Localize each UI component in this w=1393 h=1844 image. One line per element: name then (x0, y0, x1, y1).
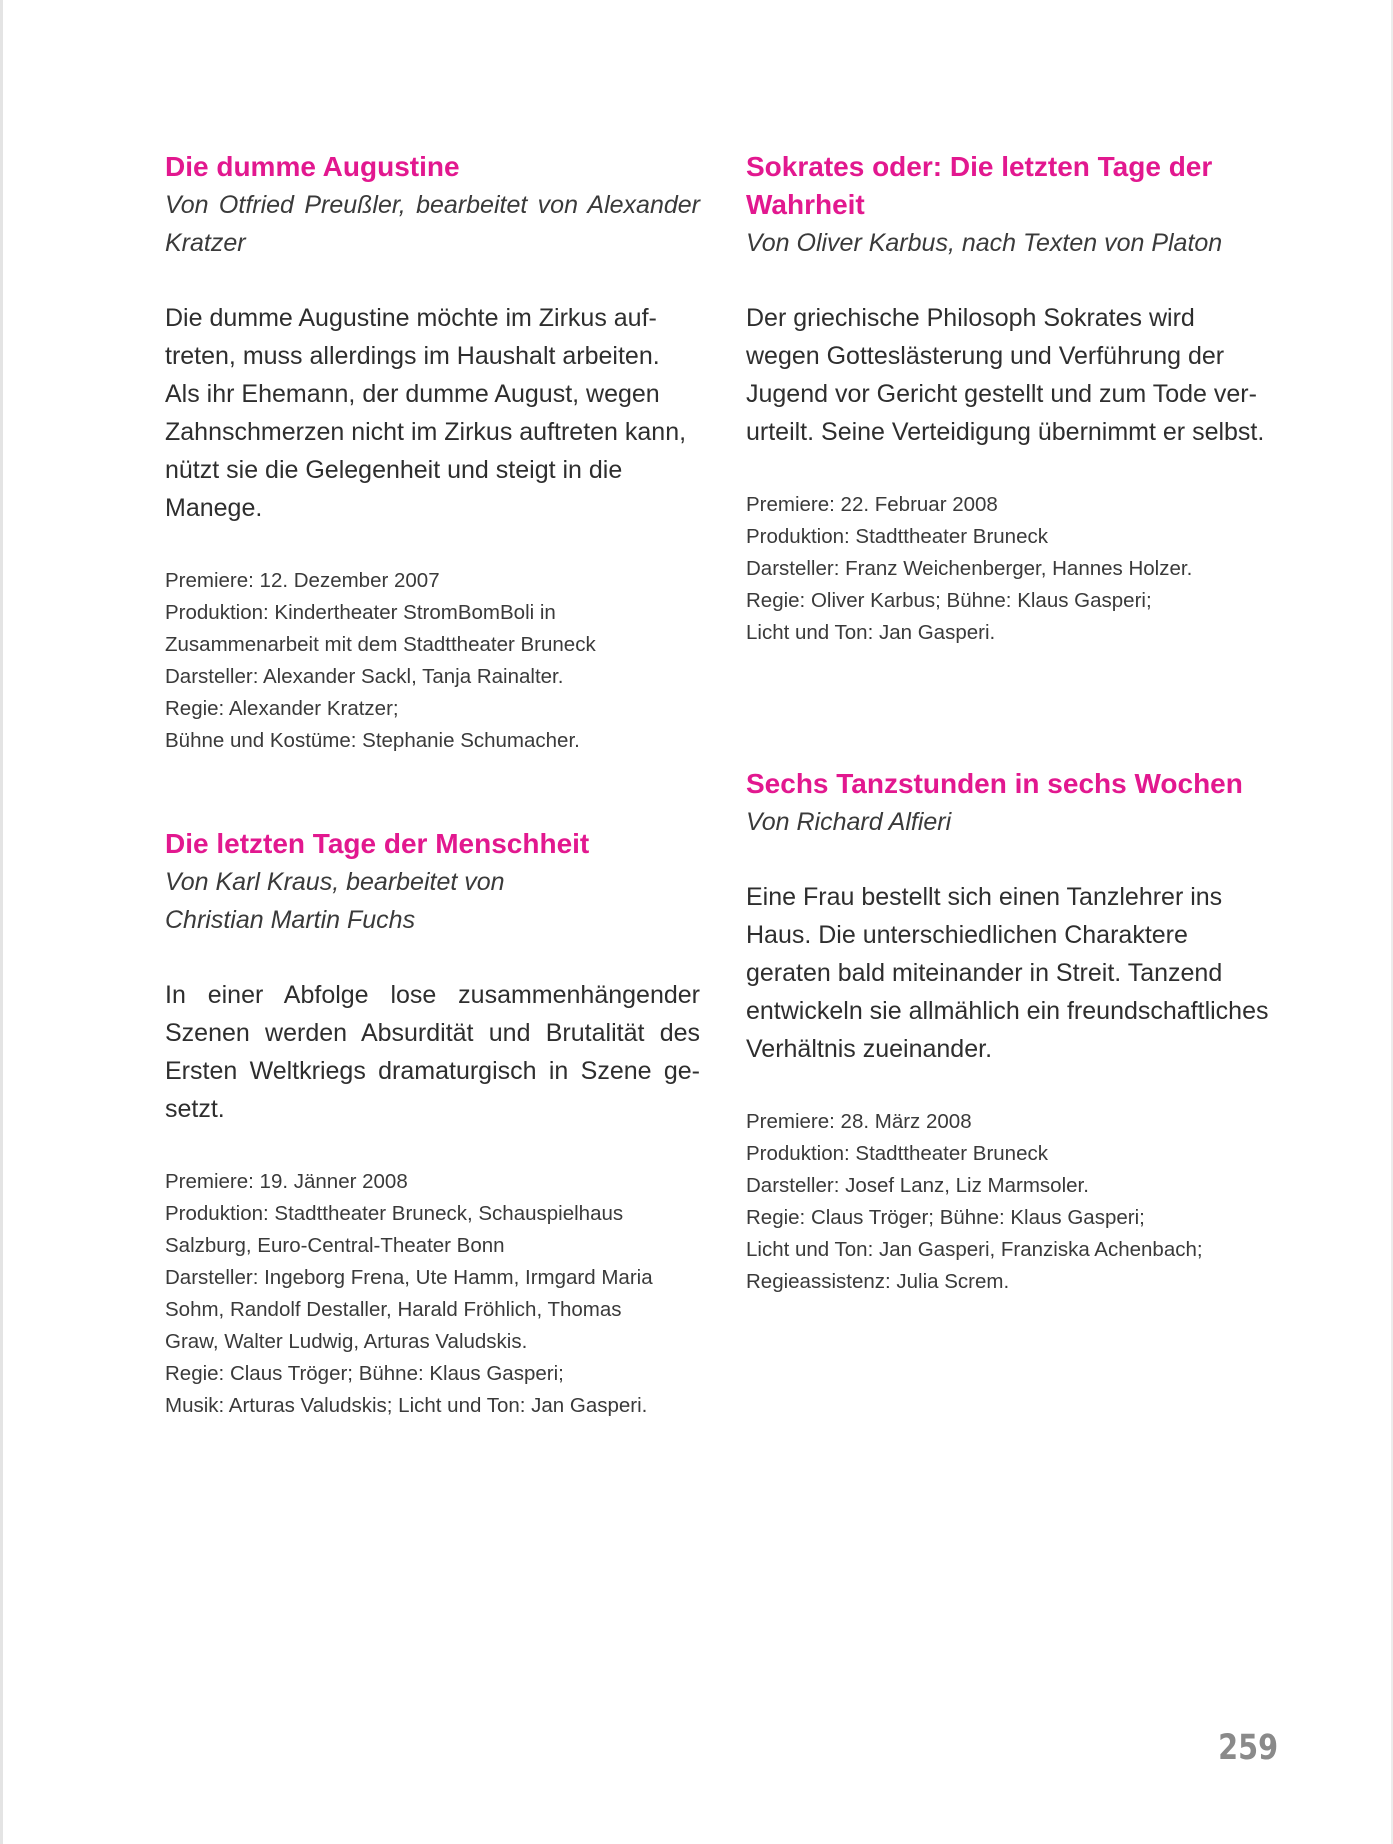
credit-cast: Darsteller: Josef Lanz, Liz Marmsoler. (746, 1174, 1089, 1197)
description-line: Zahnschmerzen nicht im Zirkus auftreten kann, (165, 418, 687, 446)
description-line: wegen Gotteslästerung und Verführung der (746, 342, 1225, 370)
credit-production: Produktion: Kindertheater StromBomBoli in (165, 601, 556, 624)
description-line: Eine Frau bestellt sich einen Tanzlehrer ins (746, 883, 1223, 911)
credit-production: Produktion: Stadttheater Bruneck (746, 1142, 1048, 1165)
right-column (746, 148, 1281, 1298)
description-line: Ersten Weltkriegs dramaturgisch in Szene ge- (165, 1057, 700, 1085)
entry-credits (165, 565, 700, 757)
description-line: Jugend vor Gericht gestellt und zum Tode ver- (746, 380, 1257, 408)
entry-title (746, 148, 1281, 224)
description-line: geraten bald miteinander in Streit. Tanzend (746, 959, 1223, 987)
credit-cast: Darsteller: Alexander Sackl, Tanja Rainalter. (165, 665, 564, 688)
credit-assistant: Regieassistenz: Julia Screm. (746, 1270, 1010, 1293)
credit-music-sound: Musik: Arturas Valudskis; Licht und Ton: Jan Gasperi. (165, 1394, 648, 1417)
entry-credits (746, 1106, 1281, 1298)
entry-author (746, 224, 1281, 262)
entry-credits (746, 489, 1281, 649)
credit-premiere: Premiere: 22. Februar 2008 (746, 493, 998, 516)
credit-sound: Licht und Ton: Jan Gasperi. (746, 621, 996, 644)
author-line: Von Otfried Preußler, bearbeitet von Alexander (165, 191, 700, 219)
description-line: treten, muss allerdings im Haushalt arbeiten. (165, 342, 660, 370)
credit-production: Produktion: Stadttheater Bruneck (746, 525, 1048, 548)
credit-cast-cont: Sohm, Randolf Destaller, Harald Fröhlich, Thomas (165, 1298, 622, 1321)
description-line: nützt sie die Gelegenheit und steigt in die (165, 456, 623, 484)
entry-die-letzten-tage-der-menschheit (165, 825, 700, 1422)
credit-premiere: Premiere: 12. Dezember 2007 (165, 569, 440, 592)
credit-cast-cont: Graw, Walter Ludwig, Arturas Valudskis. (165, 1330, 528, 1353)
entry-sechs-tanzstunden (746, 765, 1281, 1298)
credit-direction: Regie: Claus Tröger; Bühne: Klaus Gasperi; (165, 1362, 564, 1385)
credit-direction: Regie: Alexander Kratzer; (165, 697, 399, 720)
credit-production-cont: Zusammenarbeit mit dem Stadttheater Bruneck (165, 633, 596, 656)
title-line: Sechs Tanzstunden in sechs Wochen (746, 768, 1243, 799)
entry-description (746, 878, 1281, 1068)
description-line: In einer Abfolge lose zusammenhängender (165, 981, 700, 1009)
author-line: Von Karl Kraus, bearbeitet von (165, 868, 505, 896)
description-line: Verhältnis zueinander. (746, 1035, 993, 1063)
entry-description (746, 299, 1281, 451)
credit-direction: Regie: Oliver Karbus; Bühne: Klaus Gasperi; (746, 589, 1152, 612)
page-edge-left (0, 0, 3, 1844)
credit-cast: Darsteller: Ingeborg Frena, Ute Hamm, Irmgard Maria (165, 1266, 653, 1289)
credit-production-cont: Salzburg, Euro-Central-Theater Bonn (165, 1234, 505, 1257)
description-line: Szenen werden Absurdität und Brutalität des (165, 1019, 700, 1047)
entry-author (165, 186, 700, 262)
left-column (165, 148, 700, 1422)
entry-die-dumme-augustine (165, 148, 700, 757)
description-line: Manege. (165, 494, 263, 522)
title-line: Sokrates oder: Die letzten Tage der (746, 151, 1213, 182)
author-line: Kratzer (165, 229, 246, 257)
author-line: Von Richard Alfieri (746, 808, 952, 836)
entry-title (746, 765, 1281, 803)
credit-direction: Regie: Claus Tröger; Bühne: Klaus Gasperi; (746, 1206, 1145, 1229)
entry-sokrates (746, 148, 1281, 649)
credit-premiere: Premiere: 28. März 2008 (746, 1110, 972, 1133)
description-line: Als ihr Ehemann, der dumme August, wegen (165, 380, 660, 408)
author-line: Von Oliver Karbus, nach Texten von Platon (746, 229, 1223, 257)
author-line: Christian Martin Fuchs (165, 906, 416, 934)
page-number: 259 (1218, 1728, 1278, 1768)
entry-author (746, 803, 1281, 841)
description-line: Haus. Die unterschiedlichen Charaktere (746, 921, 1188, 949)
description-line: entwickeln sie allmählich ein freundschaftliches (746, 997, 1269, 1025)
description-line: Die dumme Augustine möchte im Zirkus auf- (165, 304, 657, 332)
entry-title: Die dumme Augustine (165, 151, 460, 182)
entry-description (165, 299, 700, 527)
description-line: urteilt. Seine Verteidigung übernimmt er selbst. (746, 418, 1265, 446)
entry-author (165, 863, 700, 939)
entry-description (165, 976, 700, 1128)
credit-production: Produktion: Stadttheater Bruneck, Schauspielhaus (165, 1202, 624, 1225)
entry-credits (165, 1166, 700, 1422)
description-line: setzt. (165, 1095, 225, 1123)
credit-cast: Darsteller: Franz Weichenberger, Hannes Holzer. (746, 557, 1193, 580)
title-line: Wahrheit (746, 189, 865, 220)
description-line: Der griechische Philosoph Sokrates wird (746, 304, 1195, 332)
credit-stage: Bühne und Kostüme: Stephanie Schumacher. (165, 729, 580, 752)
credit-sound: Licht und Ton: Jan Gasperi, Franziska Achenbach; (746, 1238, 1203, 1261)
entry-title: Die letzten Tage der Menschheit (165, 828, 590, 859)
credit-premiere: Premiere: 19. Jänner 2008 (165, 1170, 408, 1193)
